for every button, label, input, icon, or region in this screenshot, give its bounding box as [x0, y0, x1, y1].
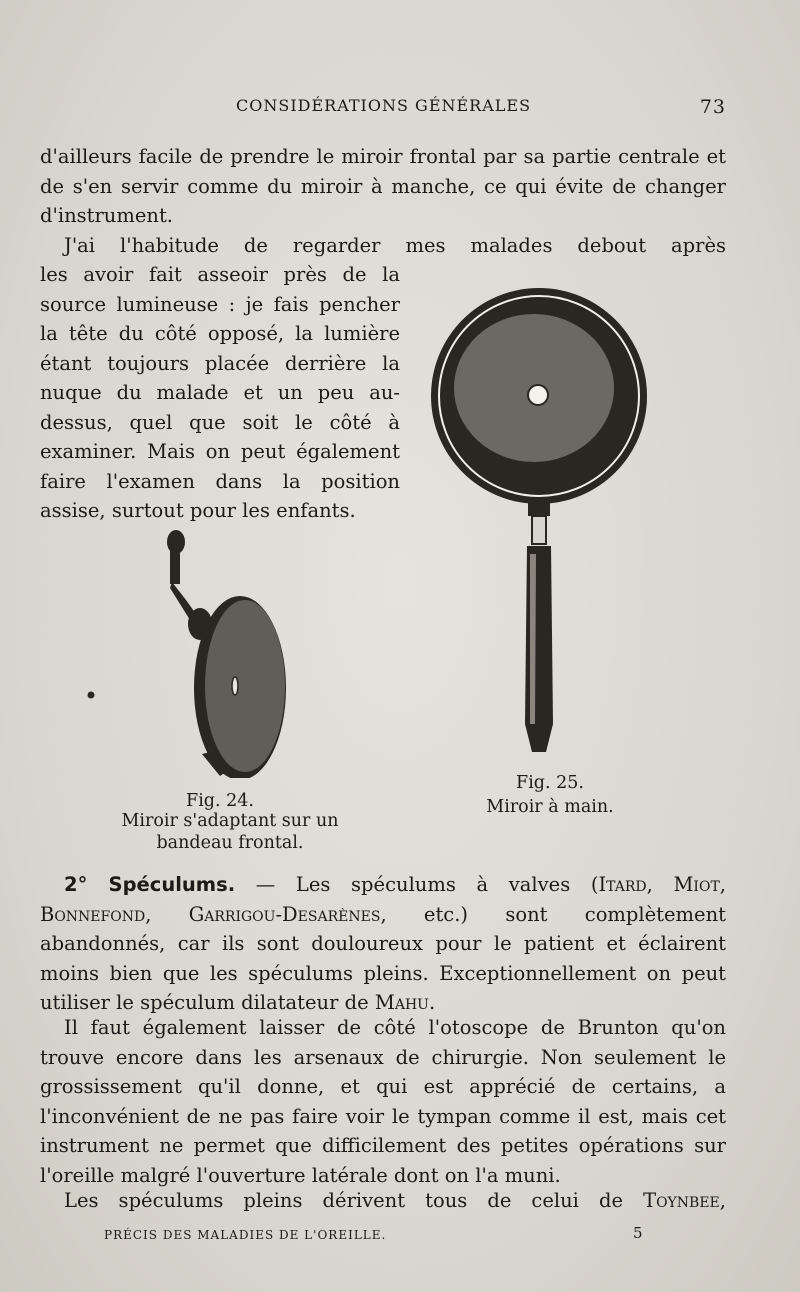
hand-mirror-illustration — [424, 284, 654, 764]
fig25-number: Fig. 25. — [516, 773, 584, 793]
fig24-caption-line1: Miroir s'adaptant sur un — [121, 811, 339, 831]
page-number: 73 — [699, 96, 726, 118]
author-itard: Itard — [598, 873, 647, 896]
author-toynbee: Toynbee — [643, 1189, 720, 1212]
author-garrigou-desarenes: Garrigou-Desarènes — [188, 902, 381, 926]
section-heading: 2° Spéculums. — [64, 873, 236, 896]
paragraph-frontal-mirror: d'ailleurs facile de prendre le miroir frontal par sa partie centrale et de s'en servir comme du miroir à manche, ce qui évite de changer d'instrument. — [40, 145, 726, 227]
header-title: CONSIDÉRATIONS GÉNÉRALES — [236, 96, 532, 115]
fig25-caption: Miroir à main. — [486, 797, 614, 817]
author-miot: Miot — [673, 873, 720, 896]
running-header — [40, 96, 726, 120]
author-mahu: Mahu — [374, 991, 429, 1014]
frontal-mirror-illustration — [150, 528, 300, 778]
paragraph-examination-first-line: J'ai l'habitude de regarder mes malades debout après — [64, 234, 726, 257]
paragraph-examination-wrap: les avoir fait asseoir près de la source lumineuse : je fais pencher la tête du côté opposé, la lumière étant toujours placée derrière la nuque du malade et un peu au-dessus, quel que soit le côté à examiner. Mais on peut également faire l'examen dans la position assise, surtout pour les enfants. — [40, 263, 400, 522]
section-speculums: 2° Spéculums. — Les spéculums à valves (Itard, Miot, Bonnefond, Garrigou-Desarènes, etc.) sont complètement abandonnés, car ils sont douloureux pour le patient et éclairent moins bien que les spéculums pleins. Exceptionnellement on peut utiliser le spéculum dilatateur de Mahu. — [40, 873, 726, 1014]
footer-book-title: PRÉCIS DES MALADIES DE L'OREILLE. — [104, 1228, 387, 1242]
footer-signature: 5 — [633, 1224, 643, 1242]
fig24-number: Fig. 24. — [186, 791, 254, 811]
paragraph-toynbee: Les spéculums pleins dérivent tous de celui de Toynbee, — [64, 1189, 726, 1212]
fig24-caption-line2: bandeau frontal. — [156, 833, 304, 853]
author-bonnefond: Bonnefond — [40, 902, 146, 926]
bullet-mark — [86, 690, 96, 700]
paragraph-brunton: Il faut également laisser de côté l'otoscope de Brunton qu'on trouve encore dans les arsenaux de chirurgie. Non seulement le grossissement qu'il donne, et qui est apprécié de certains, a l'inconvénient de ne pas faire voir le tympan comme il est, mais cet instrument ne permet que difficilement des petites opérations sur l'oreille malgré l'ouverture latérale dont on l'a muni. — [40, 1016, 726, 1187]
